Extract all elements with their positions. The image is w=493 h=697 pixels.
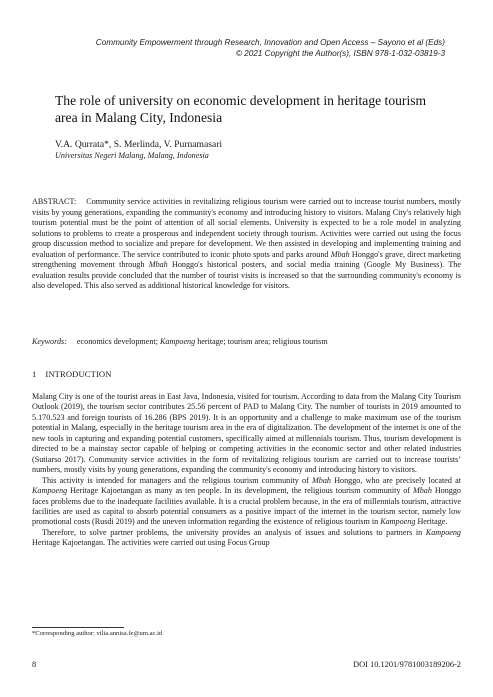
running-header-line-1: Community Empowerment through Research, Innovation and Open Access – Sayono et al (Eds) bbox=[95, 38, 445, 47]
page-number: 8 bbox=[32, 660, 37, 669]
abstract-emphasis-1: Mbah bbox=[330, 249, 350, 259]
section-heading-introduction: 1 INTRODUCTION bbox=[32, 369, 112, 379]
abstract-emphasis-2: Mbah bbox=[148, 260, 168, 270]
abstract-text-1: Community service activities in revitalizing religious tourism were carried out to increase tourist numbers, mostly visits by young generations, expanding the community's economy and introducing history to visitors. Malang City's relatively high tourism potential must be the point of attention of all social elements. University is expected to be a role model in analyzing solutions to problems to create a prosperous and independent society through tourism. Activities were carried out using the focus group discussion method to socialize and prepare for development. We then assisted in developing and implementing training and evaluation of performance. The service contributed to iconic photo spots and parks around bbox=[32, 197, 461, 259]
intro-p2-text-a: This activity is intended for managers and the religious tourism community of bbox=[42, 475, 313, 485]
running-header-line-2: © 2021 Copyright the Author(s), ISBN 978-1-032-03819-3 bbox=[235, 48, 445, 58]
doi-link[interactable]: DOI 10.1201/9781003189206-2 bbox=[353, 660, 461, 669]
running-header bbox=[25, 38, 445, 59]
intro-p2-text-e: Heritage. bbox=[415, 517, 448, 527]
intro-p2-text-d: Honggo faces problems due to the inadequate facilities available. It is a crucial problem because, in the era of millennials tourism, attractive facilities are used as capital to absorb potential consumers as a positive impact of the internet in the tourism sector, namely low promotional costs (Rusdi 2019) and the uneven information regarding the existence of religious tourism in bbox=[32, 486, 461, 527]
intro-p2-text-b: Honggo, who are precisely located at bbox=[330, 475, 461, 485]
footnote-corresponding-author: *Corresponding author: vilia.annisa.fe@um.ac.id bbox=[32, 630, 163, 637]
intro-p2-emphasis-3: Mbah bbox=[412, 486, 432, 496]
paper-authors: V.A. Qurrata*, S. Merlinda, V. Purnamasari bbox=[55, 139, 223, 150]
intro-p2-emphasis-1: Mbah bbox=[312, 475, 331, 485]
intro-p2-text-c: Heritage Kajoetangan as many as ten people. In its development, the religious tourism community of bbox=[67, 486, 413, 496]
abstract bbox=[32, 197, 461, 292]
abstract-text-2: Honggo's grave, direct marketing strengthening movement through bbox=[32, 249, 461, 270]
intro-paragraph-2 bbox=[32, 476, 461, 528]
keywords-label: Keywords bbox=[32, 337, 65, 346]
intro-paragraph-1: Malang City is one of the tourist areas in East Java, Indonesia, visited for tourism. According to data from the Malang City Tourism Outlook (2019), the tourism sector contributes 25.56 percent of PAD to Malang City. The number of tourists in 2019 amounted to 5.170.523 and foreign tourists of 16.286 (BPS 2019). It is an opportunity and a challenge to make maximum use of the tourism potential in Malang, especially in the heritage tourism area in the era of digitalization. The development of the internet is one of the new tools in capturing and expanding potential customers, specifically aimed at millennials tourism. Thus, tourism development is directed to be a mainstay sector capable of helping or competing activities in the economic sector and other related industries (Sutiarso 2017). Community service activities in the form of revitalizing religious tourism are carried out to increase tourists’ numbers, mostly visits by young generations, expanding the community's economy and introducing history to visitors. bbox=[32, 392, 461, 475]
introduction-body bbox=[32, 392, 461, 549]
abstract-label: ABSTRACT: bbox=[32, 197, 77, 206]
keywords: Keywords: economics development; Kampoeng heritage; tourism area; religious tourism bbox=[32, 337, 328, 346]
keywords-emphasis: Kampoeng bbox=[159, 337, 196, 346]
paper-title: The role of university on economic development in heritage tourism area in Malang City, Indonesia bbox=[55, 93, 427, 125]
intro-p3-text-b: Heritage Kajoetangan. The activities were carried out using Focus Group bbox=[32, 538, 270, 548]
intro-p3-text-a: Therefore, to solve partner problems, the university provides an analysis of issues and solutions to partners in bbox=[42, 527, 426, 537]
footnote-divider bbox=[32, 627, 124, 628]
paper-affiliation: Universitas Negeri Malang, Malang, Indonesia bbox=[55, 151, 209, 160]
intro-p3-emphasis-1: Kampoeng bbox=[425, 527, 461, 537]
keywords-text-2: heritage; tourism area; religious tourism bbox=[195, 337, 328, 346]
keywords-text-1: economics development; bbox=[76, 337, 160, 346]
intro-p2-emphasis-2: Kampoeng bbox=[32, 486, 68, 496]
abstract-text-3: Honggo's historical posters, and social media training (Google My Business). The evaluation results provide concluded that the number of tourist visits is increased so that the surrounding community's economy is also developed. This also served as additional historical knowledge for visitors. bbox=[32, 260, 461, 291]
intro-paragraph-3 bbox=[32, 528, 461, 549]
intro-p2-emphasis-4: Kampoeng bbox=[380, 517, 416, 527]
